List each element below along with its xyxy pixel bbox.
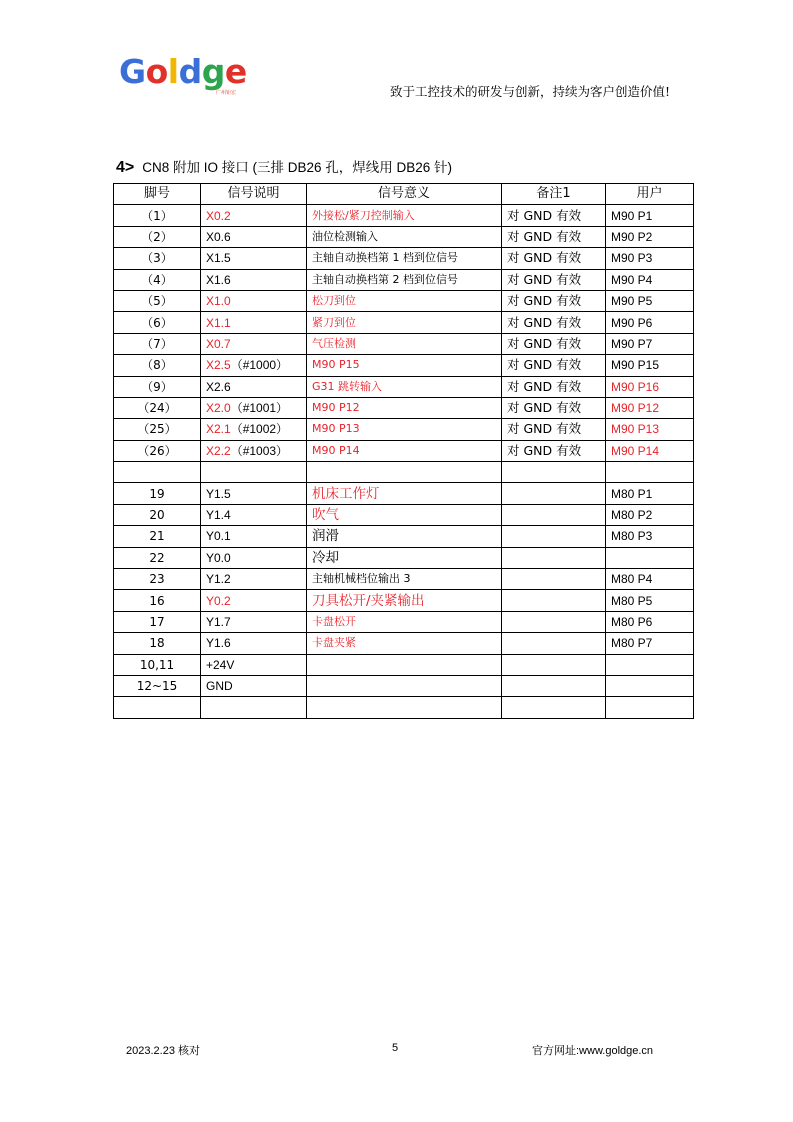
cell-note: 对 GND 有效 (502, 312, 606, 333)
cell-user: M80 P7 (606, 633, 694, 654)
signal-code: X1.5 (206, 251, 231, 266)
table-row (114, 290, 694, 311)
header-slogan: 致于工控技术的研发与创新，持续为客户创造价值! (390, 84, 671, 99)
cell-pin: 18 (114, 633, 201, 654)
cell-signal (201, 355, 307, 376)
signal-code: X0.7 (206, 336, 231, 351)
signal-code: Y1.2 (206, 572, 231, 587)
cell-meaning (307, 697, 502, 718)
cell-signal (201, 483, 307, 504)
cell-meaning (307, 654, 502, 675)
cell-note (502, 675, 606, 696)
cell-meaning: 主轴自动换档第 2 档到位信号 (307, 269, 502, 290)
cell-user: M90 P6 (606, 312, 694, 333)
cell-signal (201, 590, 307, 611)
cell-user (606, 462, 694, 483)
signal-code: Y1.5 (206, 486, 231, 501)
cell-user: M90 P16 (606, 376, 694, 397)
logo-wordmark (119, 52, 247, 92)
signal-macro: （#1003） (230, 443, 289, 458)
cell-user: M80 P1 (606, 483, 694, 504)
cell-signal (201, 333, 307, 354)
cell-meaning: 润滑 (307, 526, 502, 547)
cell-pin: （2） (114, 226, 201, 247)
table-row (114, 611, 694, 632)
cell-pin (114, 462, 201, 483)
table-row (114, 483, 694, 504)
cell-signal (201, 504, 307, 525)
header-signal: 信号说明 (201, 184, 307, 205)
cell-signal (201, 547, 307, 568)
signal-code: X2.0 (206, 401, 231, 416)
cell-note (502, 590, 606, 611)
logo-letter: g (201, 52, 225, 91)
cell-user: M90 P7 (606, 333, 694, 354)
cell-note (502, 504, 606, 525)
table-row (114, 376, 694, 397)
signal-code: GND (206, 679, 233, 694)
signal-macro: （#1000） (230, 358, 289, 373)
cell-meaning: M90 P14 (307, 440, 502, 461)
cell-note: 对 GND 有效 (502, 290, 606, 311)
cell-pin: 23 (114, 569, 201, 590)
table-row (114, 526, 694, 547)
signal-code: Y0.2 (206, 593, 231, 608)
cell-user (606, 675, 694, 696)
cell-note (502, 569, 606, 590)
cell-pin: （24） (114, 397, 201, 418)
cell-meaning (307, 675, 502, 696)
cell-meaning: M90 P12 (307, 397, 502, 418)
signal-code: X1.0 (206, 294, 231, 309)
cell-note: 对 GND 有效 (502, 248, 606, 269)
cell-user (606, 654, 694, 675)
company-logo (119, 52, 247, 96)
cell-user: M90 P14 (606, 440, 694, 461)
cell-signal (201, 526, 307, 547)
table-row (114, 440, 694, 461)
cell-note: 对 GND 有效 (502, 440, 606, 461)
cell-pin: 19 (114, 483, 201, 504)
cell-signal (201, 397, 307, 418)
cell-note (502, 633, 606, 654)
cell-pin: 21 (114, 526, 201, 547)
table-row (114, 205, 694, 226)
cell-signal (201, 205, 307, 226)
signal-code: X0.6 (206, 229, 231, 244)
cell-meaning: 卡盘夹紧 (307, 633, 502, 654)
footer-website: 官方网址:www.goldge.cn (532, 1045, 654, 1057)
cell-meaning: M90 P13 (307, 419, 502, 440)
signal-code: Y1.4 (206, 508, 231, 523)
cell-pin: 20 (114, 504, 201, 525)
cell-pin: 17 (114, 611, 201, 632)
signal-macro: （#1002） (230, 422, 289, 437)
cell-note: 对 GND 有效 (502, 397, 606, 418)
footer-date-note: 2023.2.23 核对 (126, 1045, 200, 1057)
signal-code: X1.1 (206, 315, 231, 330)
table-row (114, 226, 694, 247)
cell-user: M90 P15 (606, 355, 694, 376)
cell-note (502, 462, 606, 483)
cell-pin: （7） (114, 333, 201, 354)
cell-user: M90 P2 (606, 226, 694, 247)
logo-letter: l (167, 52, 179, 91)
cell-note: 对 GND 有效 (502, 376, 606, 397)
signal-code: X2.1 (206, 422, 231, 437)
section-heading (116, 156, 452, 177)
table-header-row (114, 184, 694, 205)
cell-meaning: 外接松/紧刀控制输入 (307, 205, 502, 226)
table-row (114, 355, 694, 376)
logo-letter: o (145, 52, 168, 91)
cell-signal (201, 675, 307, 696)
cell-user: M80 P3 (606, 526, 694, 547)
cell-user: M80 P4 (606, 569, 694, 590)
table-row (114, 633, 694, 654)
logo-letter: e (224, 52, 247, 91)
header-pin: 脚号 (114, 184, 201, 205)
cell-user (606, 697, 694, 718)
table-row (114, 504, 694, 525)
cell-meaning: 刀具松开/夹紧输出 (307, 590, 502, 611)
cell-note: 对 GND 有效 (502, 269, 606, 290)
cell-user: M90 P1 (606, 205, 694, 226)
logo-subtext: 广州钜宏 (216, 90, 237, 96)
cell-user (606, 547, 694, 568)
io-pin-table (113, 183, 694, 719)
logo-letter: d (178, 52, 202, 91)
table-row (114, 419, 694, 440)
cell-signal (201, 569, 307, 590)
table-row (114, 654, 694, 675)
cell-meaning: 机床工作灯 (307, 483, 502, 504)
cell-signal (201, 290, 307, 311)
table-row (114, 462, 694, 483)
cell-note: 对 GND 有效 (502, 419, 606, 440)
cell-note (502, 654, 606, 675)
cell-signal (201, 633, 307, 654)
cell-pin: （1） (114, 205, 201, 226)
table-row (114, 697, 694, 718)
signal-code: X0.2 (206, 208, 231, 223)
cell-signal (201, 226, 307, 247)
signal-code: +24V (206, 657, 235, 672)
cell-user: M90 P3 (606, 248, 694, 269)
signal-code: Y0.0 (206, 550, 231, 565)
footer-page-number: 5 (392, 1042, 399, 1054)
signal-code: Y1.7 (206, 615, 231, 629)
cell-note (502, 547, 606, 568)
cell-meaning: 油位检测输入 (307, 226, 502, 247)
table-row (114, 248, 694, 269)
cell-pin: （4） (114, 269, 201, 290)
cell-pin: （3） (114, 248, 201, 269)
cell-signal (201, 419, 307, 440)
signal-code: X2.2 (206, 443, 231, 458)
cell-note: 对 GND 有效 (502, 333, 606, 354)
cell-note: 对 GND 有效 (502, 355, 606, 376)
cell-user: M80 P6 (606, 611, 694, 632)
signal-code: X1.6 (206, 272, 231, 287)
table-row (114, 269, 694, 290)
cell-pin: （8） (114, 355, 201, 376)
cell-pin (114, 697, 201, 718)
cell-user: M80 P2 (606, 504, 694, 525)
cell-note: 对 GND 有效 (502, 205, 606, 226)
cell-signal (201, 697, 307, 718)
cell-signal (201, 248, 307, 269)
section-number: 4> (116, 159, 135, 176)
cell-note: 对 GND 有效 (502, 226, 606, 247)
cell-note (502, 611, 606, 632)
cell-meaning: 冷却 (307, 547, 502, 568)
cell-pin: 10,11 (114, 654, 201, 675)
cell-meaning: 主轴自动换档第 1 档到位信号 (307, 248, 502, 269)
cell-user: M90 P4 (606, 269, 694, 290)
cell-meaning: 主轴机械档位输出 3 (307, 569, 502, 590)
cell-signal (201, 611, 307, 632)
table-row (114, 333, 694, 354)
table-row (114, 569, 694, 590)
cell-signal (201, 312, 307, 333)
cell-user: M90 P12 (606, 397, 694, 418)
table-row (114, 590, 694, 611)
cell-meaning: M90 P15 (307, 355, 502, 376)
cell-pin: 16 (114, 590, 201, 611)
cell-meaning: G31 跳转输入 (307, 376, 502, 397)
section-title-text: CN8 附加 IO 接口 (三排 DB26 孔，焊线用 DB26 针) (142, 160, 453, 175)
cell-pin: （9） (114, 376, 201, 397)
cell-meaning: 松刀到位 (307, 290, 502, 311)
signal-macro: （#1001） (230, 401, 289, 416)
cell-meaning: 紧刀到位 (307, 312, 502, 333)
header-meaning: 信号意义 (307, 184, 502, 205)
cell-pin: 12~15 (114, 675, 201, 696)
cell-pin: 22 (114, 547, 201, 568)
cell-pin: （5） (114, 290, 201, 311)
logo-letter: G (119, 52, 146, 91)
signal-code: X2.5 (206, 358, 231, 373)
table-row (114, 547, 694, 568)
signal-code: Y1.6 (206, 636, 231, 651)
cell-meaning: 卡盘松开 (307, 611, 502, 632)
cell-note (502, 697, 606, 718)
table-row (114, 397, 694, 418)
cell-note (502, 483, 606, 504)
table-row (114, 312, 694, 333)
cell-pin: （6） (114, 312, 201, 333)
cell-meaning: 吹气 (307, 504, 502, 525)
cell-meaning (307, 462, 502, 483)
signal-code: Y0.1 (206, 529, 231, 544)
table-row (114, 675, 694, 696)
signal-code: X2.6 (206, 379, 231, 394)
cell-user: M90 P5 (606, 290, 694, 311)
cell-signal (201, 654, 307, 675)
cell-note (502, 526, 606, 547)
cell-meaning: 气压检测 (307, 333, 502, 354)
cell-signal (201, 440, 307, 461)
cell-pin: （26） (114, 440, 201, 461)
cell-user: M80 P5 (606, 590, 694, 611)
cell-signal (201, 269, 307, 290)
cell-signal (201, 376, 307, 397)
cell-user: M90 P13 (606, 419, 694, 440)
cell-pin: （25） (114, 419, 201, 440)
header-user: 用户 (606, 184, 694, 205)
header-note: 备注1 (502, 184, 606, 205)
cell-signal (201, 462, 307, 483)
